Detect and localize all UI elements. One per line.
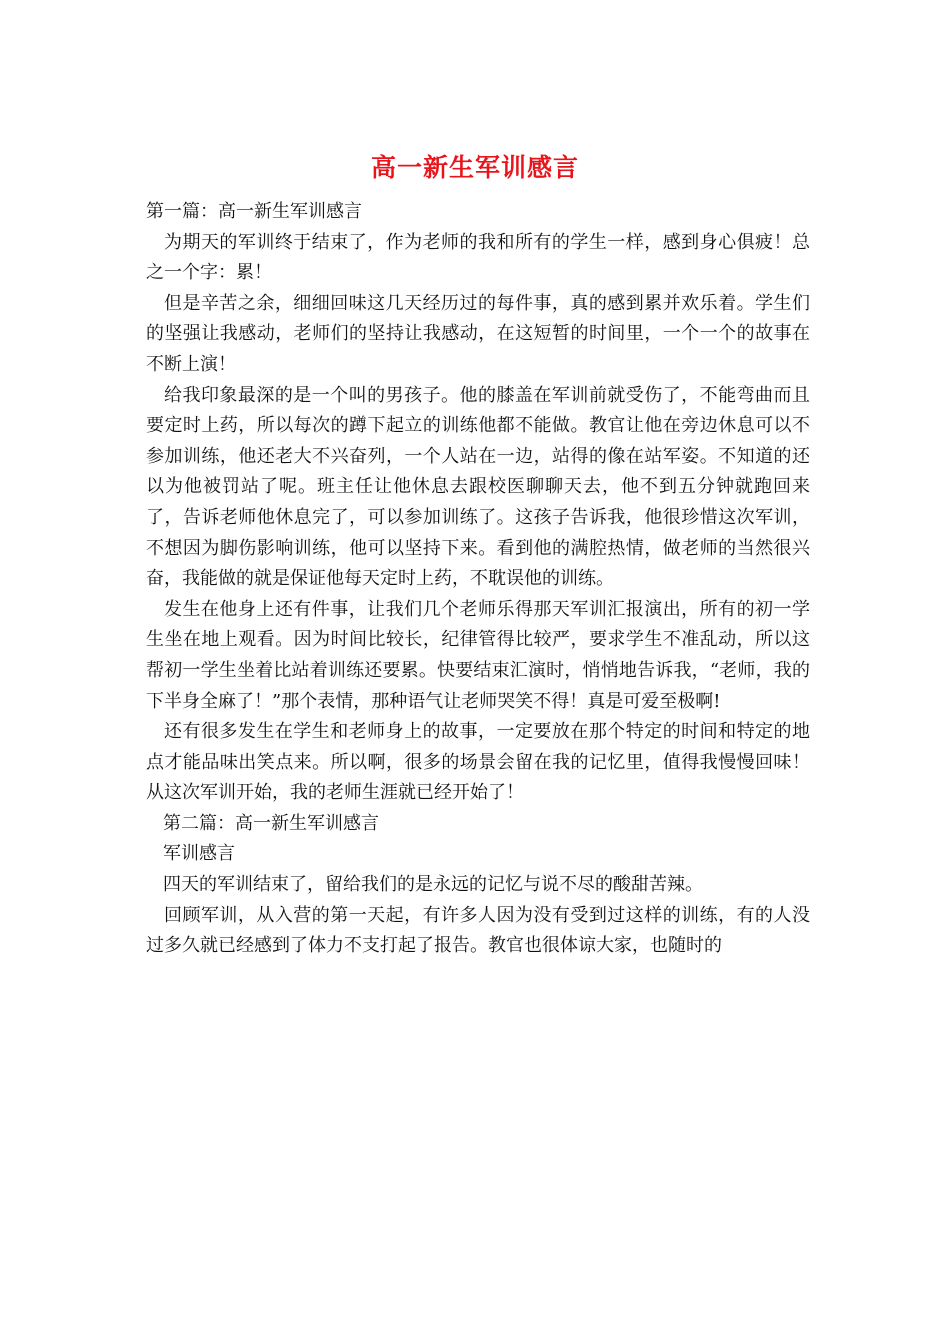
paragraph: 但是辛苦之余，细细回味这几天经历过的每件事，真的感到累并欢乐着。学生们的坚强让我感动，老师们的坚持让我感动，在这短暂的时间里，一个一个的故事在不断上演！ (146, 292, 810, 375)
section-heading: 第一篇：高一新生军训感言 (146, 201, 362, 222)
document-title: 高一新生军训感言 (370, 153, 579, 182)
section-heading: 第二篇：高一新生军训感言 (163, 812, 379, 834)
paragraph: 回顾军训，从入营的第一天起，有许多人因为没有受到过这样的训练，有的人没过多久就已经感到了体力不支打起了报告。教官也很体谅大家，也随时的 (146, 904, 810, 957)
paragraph: 给我印象最深的是一个叫的男孩子。他的膝盖在军训前就受伤了，不能弯曲而且要定时上药，所以每次的蹲下起立的训练他都不能做。教官让他在旁边休息可以不参加训练，他还老大不兴奋列，一个人站在一边，站得的像在站军姿。不知道的还以为他被罚站了呢。班主任让他休息去跟校医聊聊天去，他不到五分钟就跑回来了，告诉老师他休息完了，可以参加训练了。这孩子告诉我，他很珍惜这次军训，不想因为脚伤影响训练，他可以坚持下来。看到他的满腔热情，做老师的当然很兴奋，我能做的就是保证他每天定时上药，不耽误他的训练。 (146, 384, 810, 590)
paragraph: 发生在他身上还有件事，让我们几个老师乐得那天军训汇报演出，所有的初一学生坐在地上观看。因为时间比较长，纪律管得比较严，要求学生不准乱动，所以这帮初一学生坐着比站着训练还要累。快要结束汇演时，悄悄地告诉我，“老师，我的下半身全麻了！”那个表情，那种语气让老师哭笑不得！真是可爱至极啊! (146, 598, 810, 712)
subheading: 军训感言 (163, 843, 235, 865)
paragraph: 还有很多发生在学生和老师身上的故事，一定要放在那个特定的时间和特定的地点才能品味出笑点来。所以啊，很多的场景会留在我的记忆里，值得我慢慢回味！从这次军训开始，我的老师生涯就已经开始了！ (146, 721, 810, 804)
document-body (146, 197, 810, 962)
paragraph: 四天的军训结束了，留给我们的是永远的记忆与说不尽的酸甜苦辣。 (163, 874, 703, 896)
paragraph: 为期天的军训终于结束了，作为老师的我和所有的学生一样，感到身心俱疲！总之一个字：累！ (146, 231, 810, 284)
